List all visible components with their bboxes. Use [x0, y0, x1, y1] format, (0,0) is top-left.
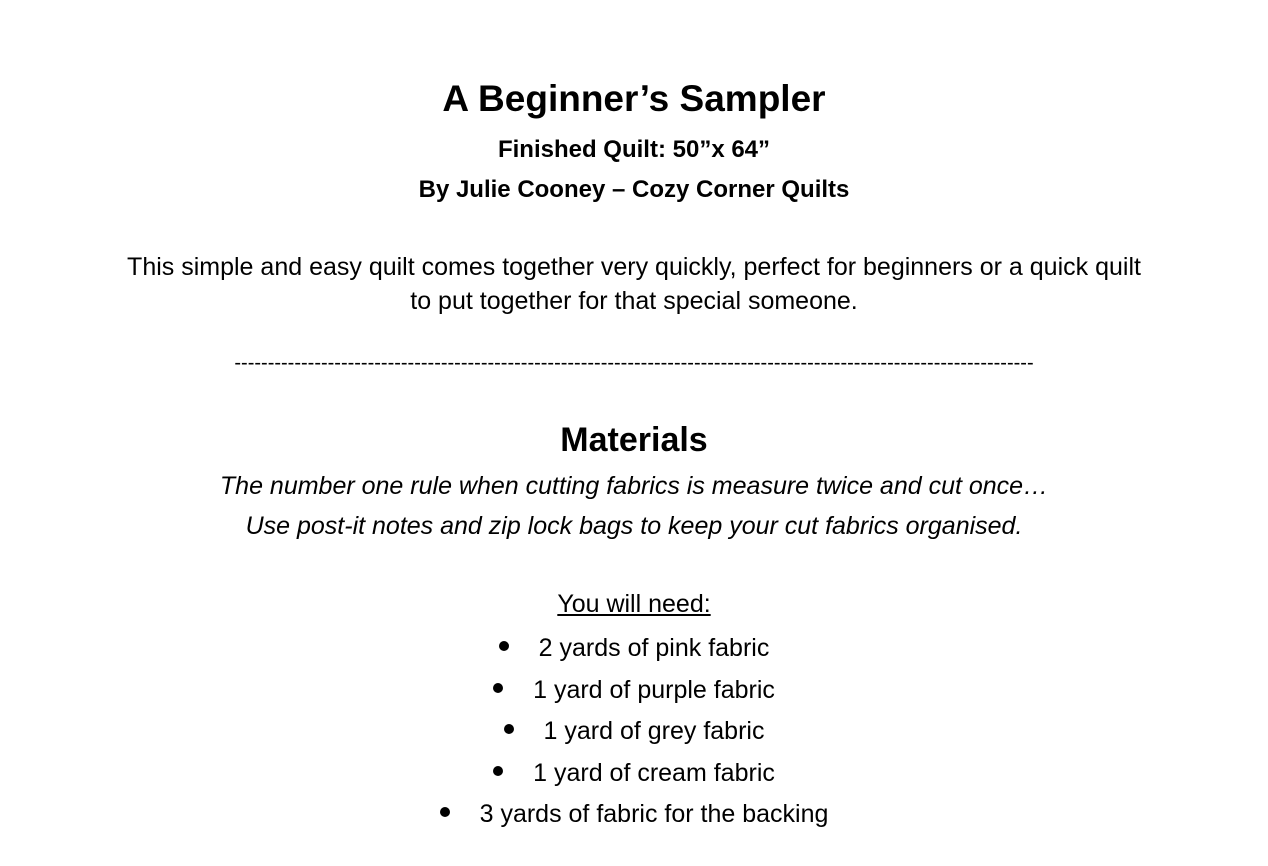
divider-text: ------------------------------------------------------------------------------------------------------------------------ — [234, 352, 1034, 374]
list-item-text: 3 yards of fabric for the backing — [479, 800, 829, 828]
list-item-text: 1 yard of grey fabric — [543, 717, 765, 745]
list-item — [0, 628, 1268, 670]
intro-line-1: This simple and easy quilt comes together very quickly, perfect for beginners or a quick quilt — [127, 253, 1141, 281]
bullet-icon — [493, 766, 503, 776]
list-item — [0, 670, 1268, 712]
finished-size: Finished Quilt: 50”x 64” — [497, 136, 771, 163]
materials-heading: Materials — [560, 421, 708, 459]
intro-line-2: to put together for that special someone. — [410, 287, 858, 315]
bullet-icon — [499, 641, 509, 651]
author-line: By Julie Cooney – Cozy Corner Quilts — [418, 176, 850, 203]
bullet-icon — [440, 807, 450, 817]
list-item-text: 1 yard of purple fabric — [533, 675, 775, 704]
bullet-icon — [504, 724, 514, 734]
list-item-text: 2 yards of pink fabric — [538, 634, 770, 662]
list-item-text: 1 yard of cream fabric — [533, 758, 775, 787]
bullet-icon — [493, 683, 503, 693]
materials-tip-2: Use post-it notes and zip lock bags to keep your cut fabrics organised. — [245, 512, 1023, 540]
intro-paragraph — [0, 250, 1268, 318]
materials-tip-1: The number one rule when cutting fabrics is measure twice and cut once… — [219, 472, 1049, 500]
list-item — [0, 794, 1268, 836]
divider-line — [0, 350, 1268, 383]
materials-list — [0, 628, 1268, 836]
you-will-need-label: You will need: — [557, 590, 711, 618]
list-item — [0, 753, 1268, 795]
list-item — [0, 711, 1268, 753]
document-title: A Beginner’s Sampler — [442, 78, 826, 119]
